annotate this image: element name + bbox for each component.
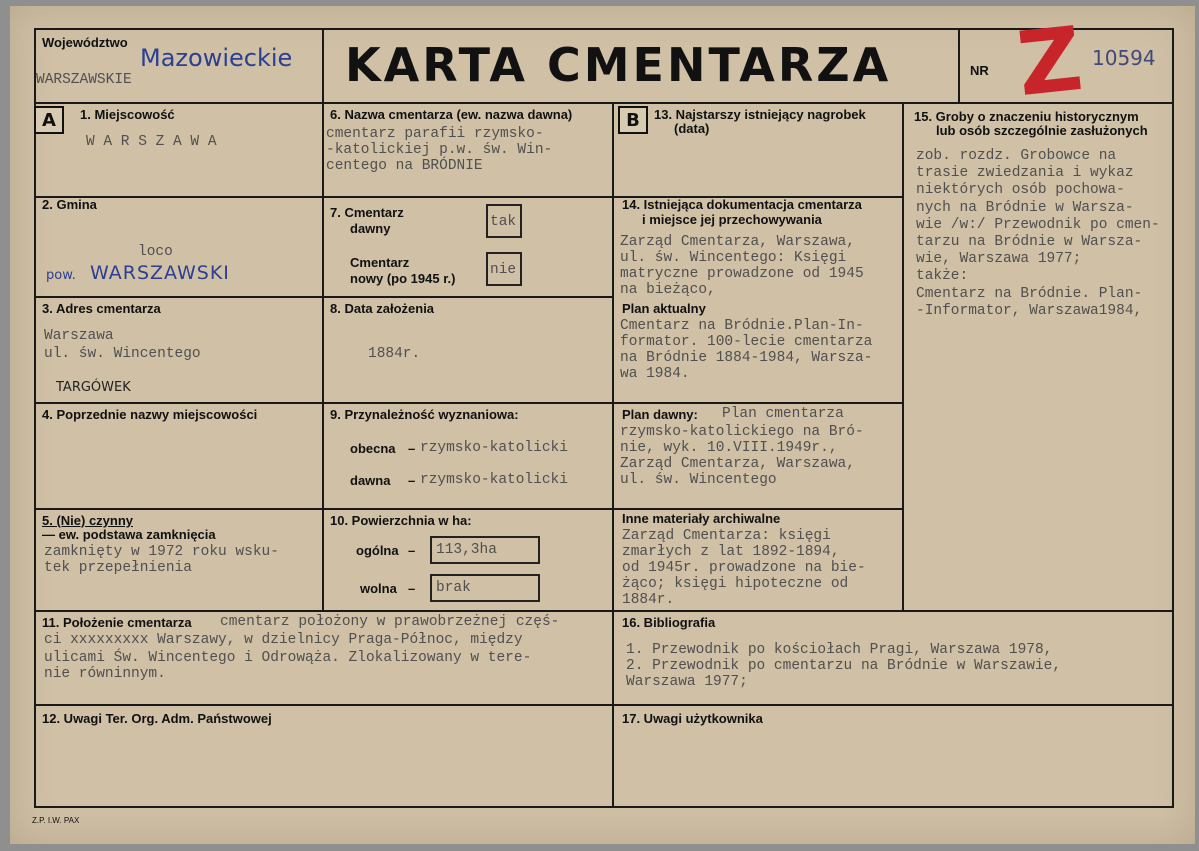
wojewodztwo-label: Województwo [42, 35, 128, 50]
field-10-ogolna-value: 113,3ha [436, 542, 497, 558]
bibliography-line: Warszawa 1977; [626, 674, 748, 690]
plan-dawny-line: rzymsko-katolickiego na Bró- [620, 424, 864, 440]
field-11-line1: cmentarz położony w prawobrzeżnej częś- [220, 614, 560, 630]
field-10-ogolna-label: ogólna [356, 543, 399, 558]
field-9-dawna-dash: – [408, 473, 416, 488]
inne-line: Zarząd Cmentarza: księgi [622, 528, 831, 544]
field-15-label1: 15. Groby o znaczeniu historycznym [914, 109, 1139, 124]
field-10-label: 10. Powierzchnia w ha: [330, 513, 472, 528]
field-9-obecna-label: obecna [350, 441, 396, 456]
doc-line: ul. św. Wincentego: Księgi [620, 250, 847, 266]
field-14-label1: 14. Istniejąca dokumentacja cmentarza [622, 197, 862, 212]
field-3-hand: TARGÓWEK [56, 380, 131, 395]
field-2-hand-prefix: pow. [46, 268, 76, 283]
plan-dawny-label: Plan dawny: [622, 407, 698, 422]
field-7-label: 7. Cmentarz [330, 205, 404, 220]
field-5-label: 5. (Nie) czynny [42, 513, 134, 528]
field-13-label2: (data) [674, 121, 710, 136]
wojewodztwo-stamp: Mazowieckie [140, 44, 293, 72]
field-6-line2: -katolickiej p.w. św. Win- [326, 142, 553, 158]
field-9-label: 9. Przynależność wyznaniowa: [330, 407, 519, 422]
field-16-label: 16. Bibliografia [622, 615, 716, 630]
plan-aktualny-label: Plan aktualny [622, 301, 706, 316]
plan-aktualny-line: na Bródnie 1884-1984, Warsza- [620, 350, 873, 366]
card-title: KARTA CMENTARZA [345, 38, 892, 92]
plan-aktualny-line: formator. 100-lecie cmentarza [620, 334, 873, 350]
field-2-value: loco [138, 244, 173, 260]
field-12-label: 12. Uwagi Ter. Org. Adm. Państwowej [42, 711, 272, 726]
field-9-dawna-label: dawna [350, 473, 391, 488]
inne-line: 1884r. [622, 592, 675, 608]
field-1-cell [34, 102, 324, 198]
field-2-label: 2. Gmina [42, 197, 97, 212]
field-15-line: zob. rozdz. Grobowce na [916, 148, 1117, 164]
field-15-line: także: [916, 268, 969, 285]
inne-materialy-label: Inne materiały archiwalne [622, 511, 781, 526]
field-9-dawna-value: rzymsko-katolicki [420, 472, 568, 488]
field-7-nowy-label1: Cmentarz [350, 255, 410, 270]
field-1-label: 1. Miejscowość [80, 107, 175, 122]
field-15-line: trasie zwiedzania i wykaz [916, 165, 1134, 182]
field-9-obecna-dash: – [408, 441, 416, 456]
field-15-line: nych na Bródnie w Warsza- [916, 199, 1134, 216]
doc-line: na bieżąco, [620, 282, 716, 298]
field-7-nowy-value: nie [490, 262, 517, 278]
field-10-wolna-value: brak [436, 580, 471, 596]
field-15-label2: lub osób szczególnie zasłużonych [936, 123, 1148, 138]
field-13-label1: 13. Najstarszy istniejący nagrobek [654, 107, 866, 122]
inne-line: żąco; księgi hipoteczne od [622, 576, 849, 592]
field-7-dawny-value: tak [490, 214, 517, 230]
field-8-value: 1884r. [368, 346, 421, 362]
field-6-label: 6. Nazwa cmentarza (ew. nazwa dawna) [330, 107, 573, 122]
field-15-line: niektórych osób pochowa- [916, 182, 1125, 199]
field-6-line3: centego na BRÓDNIE [326, 158, 483, 174]
field-11-label: 11. Położenie cmentarza [42, 615, 192, 630]
field-15-line: Cmentarz na Bródnie. Plan- [916, 285, 1143, 302]
field-2-hand-value: WARSZAWSKI [90, 262, 230, 284]
plan-aktualny-line: Cmentarz na Bródnie.Plan-In- [620, 318, 864, 334]
section-a-badge: A [34, 106, 64, 134]
plan-separator [612, 402, 904, 404]
inne-separator [612, 508, 904, 510]
field-5-sublabel: — ew. podstawa zamknięcia [42, 527, 216, 542]
nr-value: 10594 [1092, 46, 1156, 70]
field-15-line: wie, Warszawa 1977; [916, 251, 1082, 268]
field-8-label: 8. Data założenia [330, 301, 435, 316]
field-17-label: 17. Uwagi użytkownika [622, 711, 763, 726]
plan-dawny-first: Plan cmentarza [722, 406, 844, 422]
field-9-obecna-value: rzymsko-katolicki [420, 440, 568, 456]
field-14-label2: i miejsce jej przechowywania [642, 212, 822, 227]
inne-line: zmarłych z lat 1892-1894, [622, 544, 840, 560]
field-3-line2: ul. św. Wincentego [44, 346, 201, 362]
field-7-dawny-label: dawny [350, 221, 391, 236]
field-7-nowy-label2: nowy (po 1945 r.) [350, 271, 456, 286]
plan-dawny-line: Zarząd Cmentarza, Warszawa, [620, 456, 855, 472]
nr-red-stamp: Z [1012, 6, 1087, 117]
doc-line: Zarząd Cmentarza, Warszawa, [620, 234, 855, 250]
field-15-line: tarzu na Bródnie w Warsza- [916, 234, 1143, 250]
plan-dawny-line: nie, wyk. 10.VIII.1949r., [620, 440, 838, 456]
field-1-value: W A R S Z A W A [86, 134, 217, 150]
field-3-label: 3. Adres cmentarza [42, 301, 161, 316]
field-10-wolna-label: wolna [360, 581, 397, 596]
section-b-badge: B [618, 106, 648, 134]
printer-footer: Z.P. I.W. PAX [32, 816, 80, 825]
field-15-line: -Informator, Warszawa1984, [916, 302, 1143, 319]
field-11-line3: ulicami Św. Wincentego i Odrowąża. Zlokalizowany w tere- [44, 650, 532, 666]
bibliography-line: 2. Przewodnik po cmentarzu na Bródnie w Warszawie, [626, 658, 1062, 674]
cemetery-card [10, 6, 1195, 844]
field-3-line1: Warszawa [44, 328, 114, 344]
field-11-line4: nie równinnym. [44, 666, 166, 682]
field-10-ogolna-dash: – [408, 543, 416, 558]
field-10-wolna-dash: – [408, 581, 416, 596]
field-15-line: wie /w:/ Przewodnik po cmen- [916, 216, 1160, 233]
field-6-line1: cmentarz parafii rzymsko- [326, 126, 544, 142]
doc-line: matryczne prowadzone od 1945 [620, 266, 864, 282]
plan-aktualny-line: wa 1984. [620, 366, 690, 382]
inne-line: od 1945r. prowadzone na bie- [622, 560, 866, 576]
field-4-label: 4. Poprzednie nazwy miejscowości [42, 407, 258, 422]
plan-dawny-line: ul. św. Wincentego [620, 472, 777, 488]
field-11-line2: ci xxxxxxxxx Warszawy, w dzielnicy Praga-Północ, między [44, 632, 523, 648]
nr-label: NR [970, 63, 989, 78]
wojewodztwo-typed: WARSZAWSKIE [36, 72, 132, 88]
field-5-line1: zamknięty w 1972 roku wsku- [44, 544, 279, 560]
bibliography-line: 1. Przewodnik po kościołach Pragi, Warszawa 1978, [626, 642, 1053, 658]
field-5-line2: tek przepełnienia [44, 560, 192, 576]
